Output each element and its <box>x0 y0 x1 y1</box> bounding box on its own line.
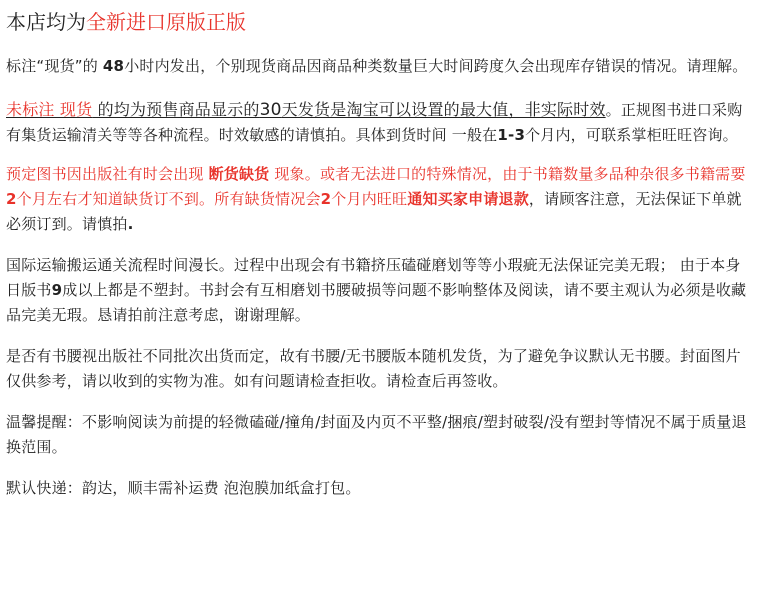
p3-num-2: 2 <box>320 190 332 208</box>
p2-text-2: 天发货是淘宝可以设置的最大值，非实际时效 <box>281 100 606 119</box>
reminder-paragraph: 温馨提醒：不影响阅读为前提的轻微磕碰/撞角/封面及内页不平整/捆痕/塑封破裂/没有塑封等情况不属于质量退换范围。 <box>6 413 747 456</box>
p4-text-1: 国际运输搬运通关流程时间漫长。过程中出现会有书籍挤压磕碰磨划等等小瑕疵无法保证完美无瑕； 由于本身日版书 <box>6 256 741 299</box>
p3-num-1: 2 <box>6 190 17 208</box>
obi-notice-paragraph: 是否有书腰视出版社不同批次出货而定，故有书腰/无书腰版本随机发货，为了避免争议默认无书腰。封面图片仅供参考，请以收到的实物为准。如有问题请检查拒收。请检查后再签收。 <box>6 347 741 390</box>
p1-text-2: 小时内发出，个别现货商品因商品种类数量巨大时间跨度久会出现库存错误的情况。请理解。 <box>124 57 748 75</box>
p2-red-label: 未标注 现货 <box>6 100 93 119</box>
title-prefix: 本店均为 <box>6 10 86 34</box>
p3-end: . <box>127 215 134 233</box>
p4-num: 9 <box>51 281 63 299</box>
page-title <box>6 8 753 36</box>
p3-text-3: 个月左右才知道缺货订不到。所有缺货情况会 <box>16 190 321 208</box>
p1-text-1: 标注“现货”的 <box>6 57 103 75</box>
stock-notice-paragraph <box>6 54 753 79</box>
p2-range: 1-3 <box>497 126 526 144</box>
p2-days: 30 <box>259 100 282 120</box>
p2-text-3: 。正规图书进口采购有集货运输清关等等各种流程。时效敏感的请慎拍。具体到货时间 一般在 <box>6 101 743 144</box>
presale-notice-paragraph <box>6 97 753 148</box>
shipping-damage-paragraph <box>6 253 753 328</box>
courier-paragraph: 默认快递：韵达，顺丰需补运费 泡泡膜加纸盒打包。 <box>6 479 361 497</box>
p4-text-2: 成以上都是不塑封。书封会有互相磨划书腰破损等问题不影响整体及阅读，请不要主观认为必须是收藏品完美无瑕。恳请拍前注意考虑，谢谢理解。 <box>6 281 747 324</box>
p3-text-4: 个月内旺旺 <box>331 190 408 208</box>
title-highlight: 全新进口原版正版 <box>86 10 246 34</box>
p1-hours: 48 <box>102 57 125 75</box>
p3-bold-1: 断货缺货 <box>208 165 270 183</box>
p2-text-1: 的均为预售商品显示的 <box>92 100 260 119</box>
p3-text-5: ，请顾客注意，无法保证下单就必须订到。请慎拍 <box>6 190 742 233</box>
p3-text-2: 现象。或者无法进口的特殊情况，由于书籍数量多品种杂很多书籍需要 <box>269 165 746 183</box>
p3-bold-2: 通知买家申请退款 <box>407 190 529 208</box>
p2-text-4: 个月内，可联系掌柜旺旺咨询。 <box>525 126 738 144</box>
out-of-stock-paragraph <box>6 162 753 237</box>
p3-text-1: 预定图书因出版社有时会出现 <box>6 165 209 183</box>
